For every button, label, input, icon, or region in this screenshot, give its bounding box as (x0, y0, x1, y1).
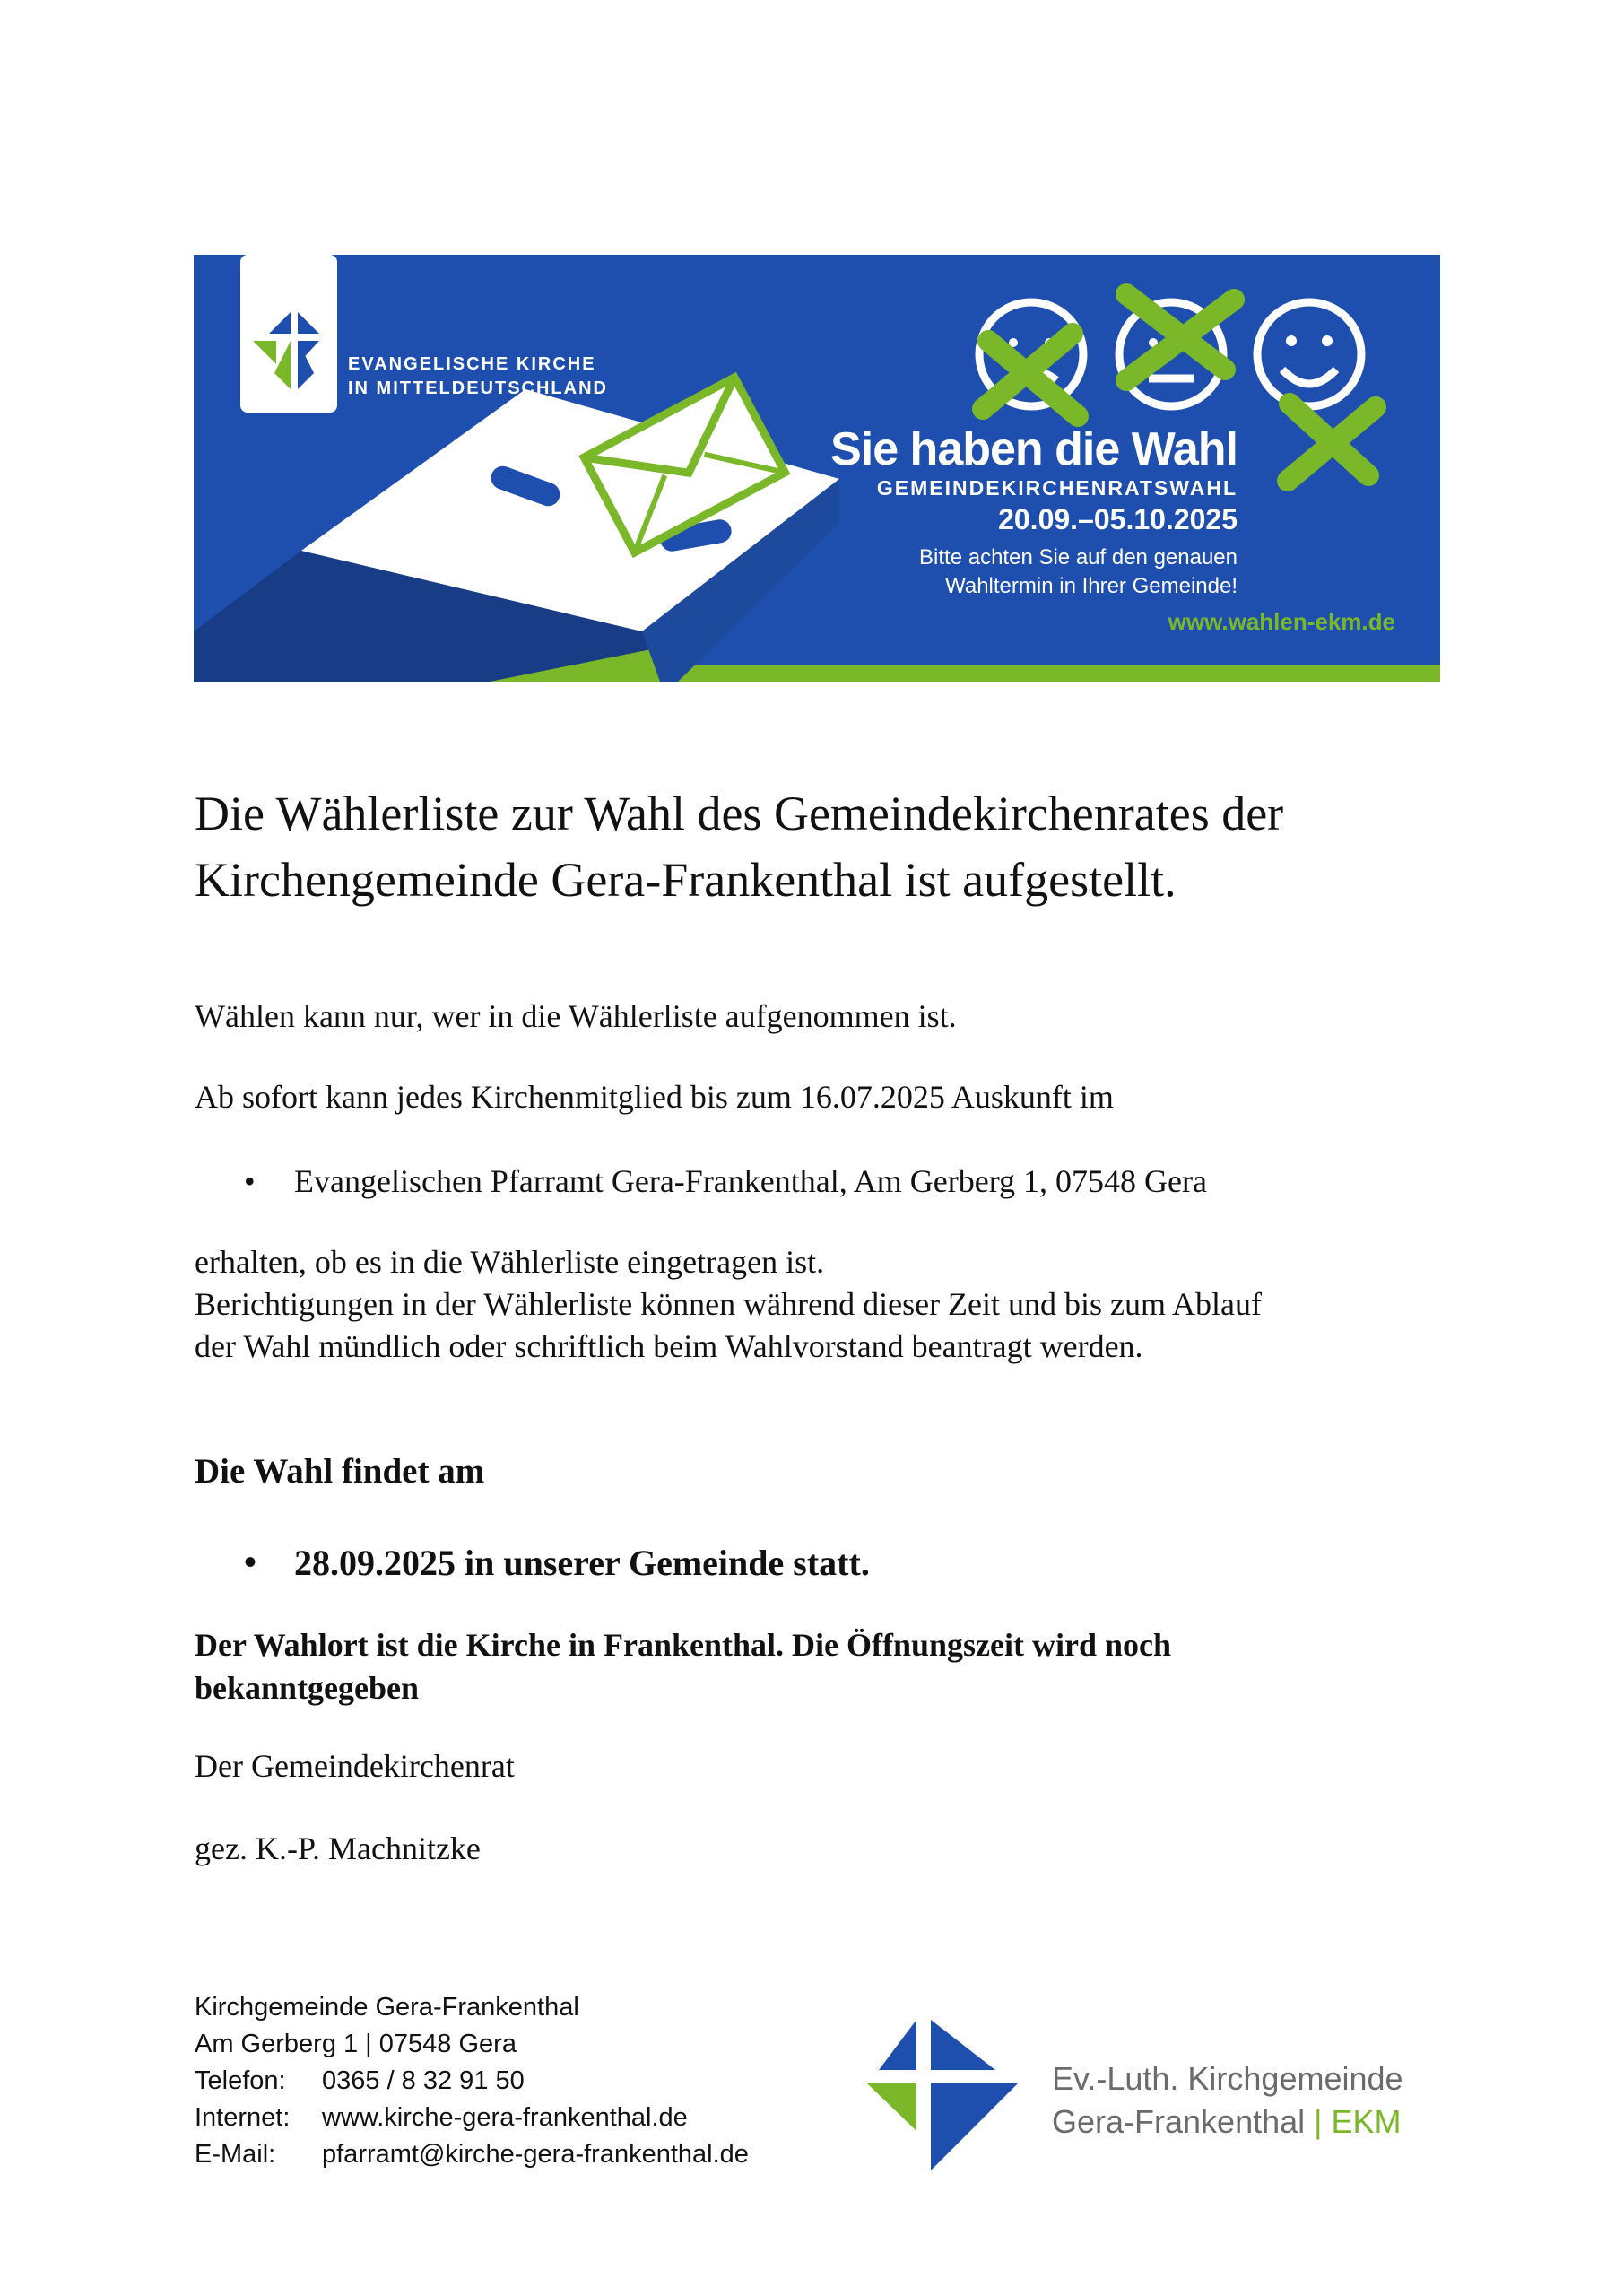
paragraph-information: Ab sofort kann jedes Kirchenmitglied bis zum 16.07.2025 Auskunft im (195, 1079, 1114, 1115)
bullet-icon: • (244, 1542, 257, 1582)
logo-name-place: Gera-Frankenthal (1052, 2103, 1306, 2140)
paragraph-line: Berichtigungen in der Wählerliste können während dieser Zeit und bis zum Ablauf (195, 1286, 1263, 1322)
paragraph-line: bekanntgegeben (195, 1670, 420, 1706)
title-line1: Die Wählerliste zur Wahl des Gemeindekirchenrates der (195, 787, 1284, 840)
logo-ekm: EKM (1331, 2103, 1402, 2140)
church-cross-logo (240, 255, 337, 413)
paragraph-line: erhalten, ob es in die Wählerliste eingetragen ist. (195, 1244, 825, 1280)
footer-logo-name (1052, 2057, 1403, 2144)
footer-address: Am Gerberg 1 | 07548 Gera (195, 2030, 517, 2058)
banner-subtitle: GEMEINDEKIRCHENRATSWAHL (876, 476, 1238, 500)
phone-label: Telefon: (195, 2066, 286, 2095)
logo-name-line1: Ev.-Luth. Kirchgemeinde (1052, 2060, 1403, 2097)
banner-org-line2: IN MITTELDEUTSCHLAND (348, 378, 608, 398)
banner-note-line2: Wahltermin in Ihrer Gemeinde! (945, 574, 1238, 598)
logo-name-line2 (1052, 2100, 1403, 2144)
paragraph-line: der Wahl mündlich oder schriftlich beim Wahlvorstand beantragt werden. (195, 1328, 1143, 1364)
email-link[interactable]: pfarramt@kirche-gera-frankenthal.de (322, 2140, 749, 2169)
banner-slogan: Sie haben die Wahl (830, 423, 1238, 475)
church-cross-logo (866, 2018, 1028, 2179)
page-title (195, 780, 1450, 913)
email-label: E-Mail: (195, 2140, 276, 2169)
paragraph-eligibility: Wählen kann nur, wer in die Wählerliste aufgenommen ist. (195, 998, 957, 1034)
paragraph-corrections (195, 1241, 1450, 1368)
footer-email-row (195, 2136, 749, 2173)
banner-note-line1: Bitte achten Sie auf den genauen (919, 545, 1238, 570)
website-link[interactable]: www.kirche-gera-frankenthal.de (322, 2103, 688, 2132)
banner-date-range: 20.09.–05.10.2025 (998, 503, 1238, 535)
signature-line: gez. K.-P. Machnitzke (195, 1831, 481, 1866)
internet-label: Internet: (195, 2103, 291, 2132)
bullet-icon: • (244, 1163, 256, 1199)
logo-separator: | (1314, 2103, 1323, 2140)
election-banner (194, 255, 1440, 682)
paragraph-polling-place (195, 1623, 1450, 1709)
list-item-pfarramt: Evangelischen Pfarramt Gera-Frankenthal, Am Gerberg 1, 07548 Gera (294, 1163, 1207, 1199)
banner-url: www.wahlen-ekm.de (1168, 608, 1395, 635)
banner-org-line1: EVANGELISCHE KIRCHE (348, 354, 596, 374)
footer-phone-row (195, 2063, 749, 2100)
title-line2: Kirchengemeinde Gera-Frankenthal ist aufgestellt. (195, 853, 1177, 907)
list-item-election-date: 28.09.2025 in unserer Gemeinde statt. (294, 1543, 870, 1583)
phone-number: 0365 / 8 32 91 50 (322, 2066, 525, 2095)
sender-council: Der Gemeindekirchenrat (195, 1748, 515, 1784)
footer-org: Kirchgemeinde Gera-Frankenthal (195, 1993, 579, 2022)
footer-contact (195, 1989, 749, 2173)
section-heading-election-date: Die Wahl findet am (195, 1452, 485, 1491)
footer-internet-row (195, 2100, 749, 2136)
paragraph-line: Der Wahlort ist die Kirche in Frankenthal. Die Öffnungszeit wird noch (195, 1627, 1172, 1663)
